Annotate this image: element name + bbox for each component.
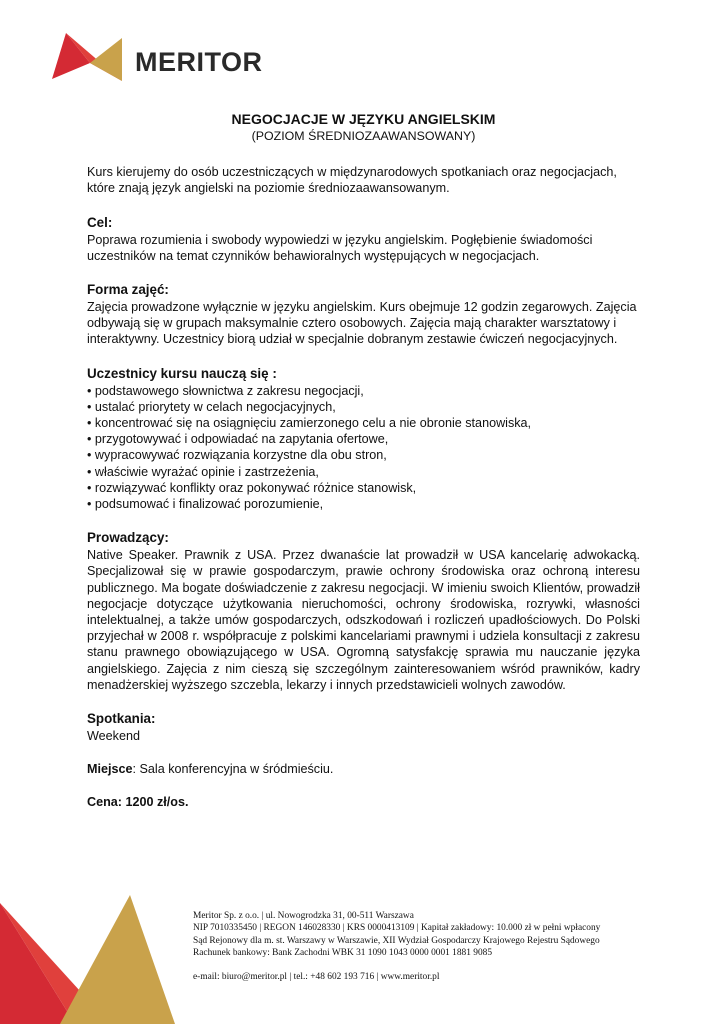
section-text-forma: Zajęcia prowadzone wyłącznie w języku angielskim. Kurs obejmuje 12 godzin zegarowych. Zajęcia odbywają się w grupach maksymalnie cztero osobowych. Zajęcia mają charakter warsztatowy i interaktywny. Uczestnicy biorą udział w specjalnie dobranym zestawie ćwiczeń negocjacyjnych. xyxy=(87,300,637,347)
section-text-spotkania: Weekend xyxy=(87,729,140,744)
list-item: • rozwiązywać konflikty oraz pokonywać różnice stanowisk, xyxy=(87,480,640,496)
footer-line: Rachunek bankowy: Bank Zachodni WBK 31 1090 1043 0000 0001 1881 9085 xyxy=(193,948,493,959)
company-footer xyxy=(193,910,693,983)
miejsce-label: Miejsce xyxy=(87,762,133,777)
section-spotkania xyxy=(87,710,640,744)
intro-paragraph: Kurs kierujemy do osób uczestniczących w międzynarodowych spotkaniach oraz negocjacjach, które znają język angielski na poziomie średniozaawansowanym. xyxy=(87,165,617,196)
section-heading-prowadzacy: Prowadzący: xyxy=(87,530,169,546)
section-text-cel: Poprawa rozumienia i swobody wypowiedzi w języku angielskim. Pogłębienie świadomości uczestników na temat czynników behawioralnych występujących w negocjacjach. xyxy=(87,232,593,263)
skills-list xyxy=(87,383,640,513)
document-body xyxy=(87,110,640,811)
section-heading-uczestnicy: Uczestnicy kursu nauczą się : xyxy=(87,365,277,381)
section-forma xyxy=(87,281,640,348)
price-value: Cena: 1200 zł/os. xyxy=(87,795,189,810)
list-item: • podstawowego słownictwa z zakresu negocjacji, xyxy=(87,383,640,399)
meritor-logo-mark-icon xyxy=(52,33,132,83)
footer-contact: e-mail: biuro@meritor.pl | tel.: +48 602 193 716 | www.meritor.pl xyxy=(193,971,440,982)
list-item: • przygotowywać i odpowiadać na zapytania ofertowe, xyxy=(87,431,640,447)
footer-triangles-icon xyxy=(0,895,175,1024)
section-heading-cel: Cel: xyxy=(87,214,113,230)
page-title: NEGOCJACJE W JĘZYKU ANGIELSKIM xyxy=(231,111,496,127)
page-subtitle: (POZIOM ŚREDNIOZAAWANSOWANY) xyxy=(251,129,476,143)
meritor-logo xyxy=(52,33,272,83)
section-heading-forma: Forma zajęć: xyxy=(87,282,169,298)
section-heading-spotkania: Spotkania: xyxy=(87,711,156,727)
miejsce-value: : Sala konferencyjna w śródmieściu. xyxy=(132,762,334,777)
list-item: • koncentrować się na osiągnięciu zamierzonego celu a nie obronie stanowiska, xyxy=(87,415,640,431)
price-line xyxy=(87,794,640,810)
list-item: • podsumować i finalizować porozumienie, xyxy=(87,496,640,512)
list-item: • wypracowywać rozwiązania korzystne dla obu stron, xyxy=(87,447,640,463)
list-item: • ustalać priorytety w celach negocjacyjnych, xyxy=(87,399,640,415)
footer-line: Sąd Rejonowy dla m. st. Warszawy w Warszawie, XII Wydział Gospodarczy Krajowego Rejestru Sądowego xyxy=(193,935,600,946)
miejsce-line xyxy=(87,761,640,777)
list-item: • właściwie wyrażać opinie i zastrzeżenia, xyxy=(87,464,640,480)
footer-line: NIP 7010335450 | REGON 146028330 | KRS 0000413109 | Kapitał zakładowy: 10.000 zł w pełni wpłacony xyxy=(193,923,601,934)
section-prowadzacy xyxy=(87,529,640,693)
footer-line: Meritor Sp. z o.o. | ul. Nowogrodzka 31, 00-511 Warszawa xyxy=(193,911,414,921)
section-text-prowadzacy: Native Speaker. Prawnik z USA. Przez dwanaście lat prowadził w USA kancelarię adwokacką. Specjalizował się w prawie gospodarczym, prawie ochrony środowiska oraz ochroną interesu publicznego. Ma bogate doświadczenie z zakresu negocjacji. W imieniu swoich Klientów, prowadził negocjacje dotyczące użytkowania nieruchomości, ochrony środowiska, rozrywki, własności intelektualnej, a także umów gospodarczych, odszkodowań i rozliczeń upadłościowych. Do Polski przyjechał w 2008 r. współpracuje z polskimi kancelariami prawnymi i udziela konsultacji z zakresu stanu prawnego obowiązującego w USA. Ogromną satysfakcję sprawia mu nauczanie języka angielskiego. Zajęcia z nim cieszą się szczególnym zainteresowaniem wśród prawników, kadry menadżerskiej wyższego szczebla, lekarzy i innych przedstawicieli wolnych zawodów. xyxy=(87,548,640,692)
section-uczestnicy xyxy=(87,365,640,513)
section-cel xyxy=(87,214,640,264)
logo-wordmark: MERITOR xyxy=(135,47,263,77)
